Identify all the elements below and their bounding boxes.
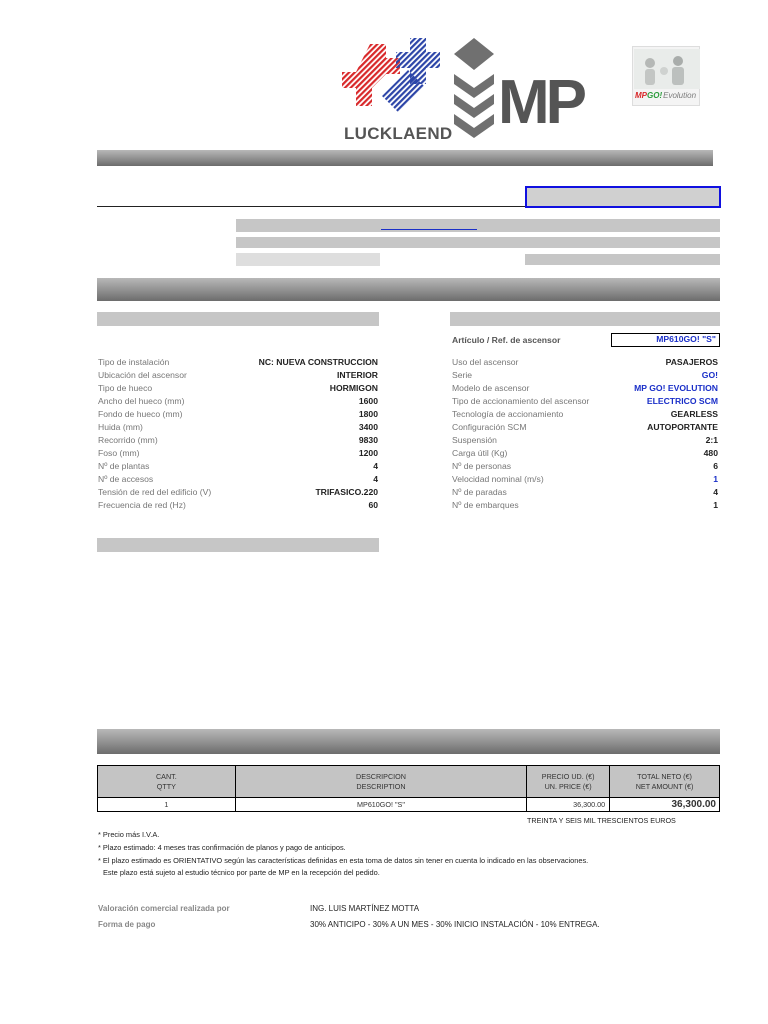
- client-info-bar: [236, 219, 720, 232]
- spec-row: [452, 486, 718, 499]
- spec-value: 4: [373, 474, 378, 484]
- subsection-bar-right: [450, 312, 720, 326]
- lucklaend-mark-icon: [340, 28, 444, 120]
- reference-box: [525, 186, 721, 208]
- spec-row: [98, 447, 378, 460]
- spec-label: Suspensión: [452, 435, 497, 445]
- price-table: [97, 765, 720, 812]
- spec-label: Tipo de accionamiento del ascensor: [452, 396, 590, 406]
- pago-value: 30% ANTICIPO - 30% A UN MES - 30% INICIO INSTALACIÓN - 10% ENTREGA.: [310, 920, 600, 929]
- spec-row: [452, 408, 718, 421]
- evo-logo-label: MPGO!Evolution: [635, 91, 697, 100]
- pago-label: Forma de pago: [98, 920, 156, 929]
- cell-qty: 1: [98, 798, 236, 812]
- spec-value: 1200: [358, 448, 378, 458]
- note-vat: * Precio más I.V.A.: [98, 830, 160, 839]
- note-orientative: * El plazo estimado es ORIENTATIVO según las características definidas en esta toma de datos sin tener en cuenta lo indicado en las observaciones.: [98, 856, 589, 865]
- spec-row: [98, 473, 378, 486]
- title-underline: [97, 206, 525, 207]
- col-total-header: TOTAL NETO (€) NET AMOUNT (€): [610, 766, 720, 798]
- spec-label: Fondo de hueco (mm): [98, 409, 183, 419]
- mp-chevron-icon: [452, 36, 496, 144]
- spec-row: [452, 447, 718, 460]
- spec-value: AUTOPORTANTE: [647, 422, 718, 432]
- note-delivery: * Plazo estimado: 4 meses tras confirmación de planos y pago de anticipos.: [98, 843, 346, 852]
- spec-label: Nº de accesos: [98, 474, 154, 484]
- spec-label: Nº de paradas: [452, 487, 507, 497]
- spec-label: Ubicación del ascensor: [98, 370, 187, 380]
- cell-price: 36,300.00: [527, 798, 610, 812]
- spec-label: Tensión de red del edificio (V): [98, 487, 212, 497]
- spec-label: Serie: [452, 370, 473, 380]
- spec-row: [98, 486, 378, 499]
- elevator-people-icon: [634, 49, 700, 89]
- spec-value: MP GO! EVOLUTION: [634, 383, 718, 393]
- field-bar-right: [525, 254, 720, 265]
- field-bar-left: [236, 253, 380, 266]
- spec-value: 9830: [358, 435, 378, 445]
- spec-label: Nº de plantas: [98, 461, 150, 471]
- col-desc-header: DESCRIPCION DESCRIPTION: [235, 766, 526, 798]
- spec-row: [98, 499, 378, 512]
- spec-label: Velocidad nominal (m/s): [452, 474, 544, 484]
- spec-label: Tipo de instalación: [98, 357, 170, 367]
- valoracion-label: Valoración comercial realizada por: [98, 904, 230, 913]
- ref-label: Artículo / Ref. de ascensor: [452, 335, 561, 345]
- spec-row: [98, 356, 378, 369]
- ref-value-box: [611, 333, 720, 347]
- section-bar-specs: [97, 278, 720, 301]
- section-bar-pricing: [97, 729, 720, 754]
- spec-value: 4: [373, 461, 378, 471]
- spec-row: [452, 460, 718, 473]
- spec-label: Huida (mm): [98, 422, 143, 432]
- spec-value: NC: NUEVA CONSTRUCCION: [258, 357, 378, 367]
- spec-label: Tipo de hueco: [98, 383, 153, 393]
- cell-total: 36,300.00: [610, 798, 720, 812]
- spec-value: 6: [713, 461, 718, 471]
- observations-bar: [97, 538, 379, 552]
- spec-value: INTERIOR: [336, 370, 378, 380]
- spec-label: Frecuencia de red (Hz): [98, 500, 186, 510]
- spec-value: 2:1: [705, 435, 718, 445]
- mp-go-evolution-logo: [632, 46, 700, 106]
- spec-row: [452, 434, 718, 447]
- spec-row: [98, 382, 378, 395]
- spec-value: GO!: [701, 370, 718, 380]
- spec-row: [452, 356, 718, 369]
- table-row: [98, 798, 720, 812]
- spec-row: [98, 421, 378, 434]
- spec-value: 1800: [358, 409, 378, 419]
- spec-value: GEARLESS: [670, 409, 718, 419]
- spec-value: 4: [713, 487, 718, 497]
- mp-wordmark: MP: [498, 68, 583, 137]
- spec-label: Recorrido (mm): [98, 435, 158, 445]
- subsection-bar-left: [97, 312, 379, 326]
- spec-label: Foso (mm): [98, 448, 140, 458]
- spec-row: [452, 499, 718, 512]
- spec-label: Ancho del hueco (mm): [98, 396, 185, 406]
- lucklaend-wordmark: LUCKLAEND: [344, 124, 453, 143]
- spec-row: [452, 395, 718, 408]
- col-price-header: PRECIO UD. (€) UN. PRICE (€): [527, 766, 610, 798]
- spec-value: 1: [713, 500, 718, 510]
- spec-row: [98, 434, 378, 447]
- spec-value: 60: [368, 500, 378, 510]
- total-in-words: TREINTA Y SEIS MIL TRESCIENTOS EUROS: [527, 816, 676, 825]
- spec-value: 480: [703, 448, 718, 458]
- spec-row: [452, 382, 718, 395]
- address-bar: [236, 237, 720, 248]
- spec-label: Carga útil (Kg): [452, 448, 508, 458]
- spec-row: [452, 369, 718, 382]
- spec-label: Modelo de ascensor: [452, 383, 530, 393]
- spec-value: 1600: [358, 396, 378, 406]
- spec-row: [98, 369, 378, 382]
- cell-desc: MP610GO! "S": [235, 798, 526, 812]
- spec-value: PASAJEROS: [665, 357, 718, 367]
- note-technical: Este plazo está sujeto al estudio técnico por parte de MP en la recepción del pedido.: [103, 868, 380, 877]
- spec-row: [98, 408, 378, 421]
- spec-row: [452, 473, 718, 486]
- spec-row: [98, 395, 378, 408]
- spec-value: 3400: [358, 422, 378, 432]
- spec-value: 1: [713, 474, 718, 484]
- spec-value: ELECTRICO SCM: [646, 396, 718, 406]
- spec-value: TRIFASICO.220: [315, 487, 378, 497]
- header-bar: [97, 150, 713, 166]
- spec-label: Uso del ascensor: [452, 357, 519, 367]
- spec-row: [452, 421, 718, 434]
- spec-label: Configuración SCM: [452, 422, 527, 432]
- spec-label: Nº de embarques: [452, 500, 519, 510]
- email-link-underline[interactable]: [381, 229, 477, 230]
- lucklaend-logo: [340, 28, 453, 146]
- mp-logo: [452, 36, 584, 146]
- spec-label: Tecnología de accionamiento: [452, 409, 564, 419]
- ref-value: MP610GO! "S": [656, 334, 716, 344]
- spec-value: HORMIGON: [329, 383, 378, 393]
- spec-label: Nº de personas: [452, 461, 512, 471]
- spec-row: [98, 460, 378, 473]
- valoracion-value: ING. LUIS MARTÍNEZ MOTTA: [310, 904, 420, 913]
- col-qty-header: CANT. QTTY: [98, 766, 236, 798]
- table-header-row: [98, 766, 720, 798]
